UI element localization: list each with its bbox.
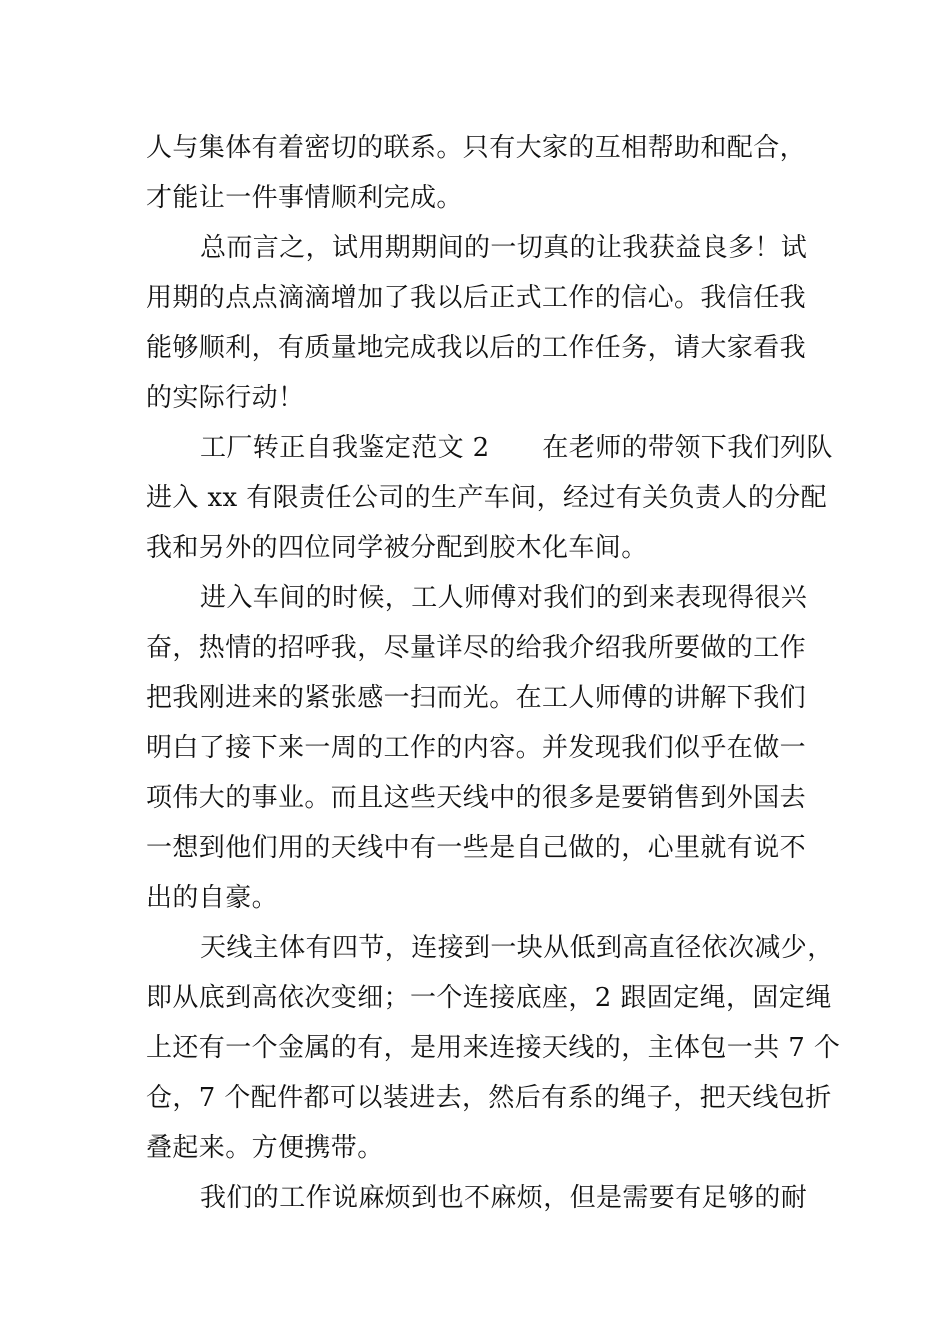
text-line: 仓，7 个配件都可以装进去，然后有系的绳子，把天线包折 <box>146 1083 832 1113</box>
text-line: 把我刚进来的紧张感一扫而光。在工人师傅的讲解下我们 <box>146 683 807 713</box>
text-line: 进入 xx 有限责任公司的生产车间，经过有关负责人的分配 <box>146 483 828 513</box>
paragraph-start: 进入车间的时候，工人师傅对我们的到来表现得很兴 <box>200 583 808 613</box>
text-line: 人与集体有着密切的联系。只有大家的互相帮助和配合， <box>146 133 807 163</box>
text-line: 叠起来。方便携带。 <box>146 1133 384 1163</box>
text-line: 即从底到高依次变细；一个连接底座，2 跟固定绳，固定绳 <box>146 983 832 1013</box>
paragraph-start: 总而言之，试用期期间的一切真的让我获益良多！试 <box>200 233 808 263</box>
text-line: 用期的点点滴滴增加了我以后正式工作的信心。我信任我 <box>146 283 807 313</box>
paragraph-start: 我们的工作说麻烦到也不麻烦，但是需要有足够的耐 <box>200 1183 808 1213</box>
text-line: 明白了接下来一周的工作的内容。并发现我们似乎在做一 <box>146 733 807 763</box>
text-line: 奋，热情的招呼我，尽量详尽的给我介绍我所要做的工作 <box>146 633 807 663</box>
text-line: 我和另外的四位同学被分配到胶木化车间。 <box>146 533 648 563</box>
text-line: 项伟大的事业。而且这些天线中的很多是要销售到外国去 <box>146 783 807 813</box>
text-line: 上还有一个金属的有，是用来连接天线的，主体包一共 7 个 <box>146 1033 841 1063</box>
text-line: 出的自豪。 <box>146 883 279 913</box>
text-line: 一想到他们用的天线中有一些是自己做的，心里就有说不 <box>146 833 807 863</box>
section-heading-line: 工厂转正自我鉴定范文 2 在老师的带领下我们列队 <box>200 433 833 463</box>
text-line: 能够顺利，有质量地完成我以后的工作任务，请大家看我 <box>146 333 807 363</box>
paragraph-start: 天线主体有四节，连接到一块从低到高直径依次减少， <box>200 933 834 963</box>
text-line: 才能让一件事情顺利完成。 <box>146 183 463 213</box>
text-line: 的实际行动！ <box>146 383 305 413</box>
